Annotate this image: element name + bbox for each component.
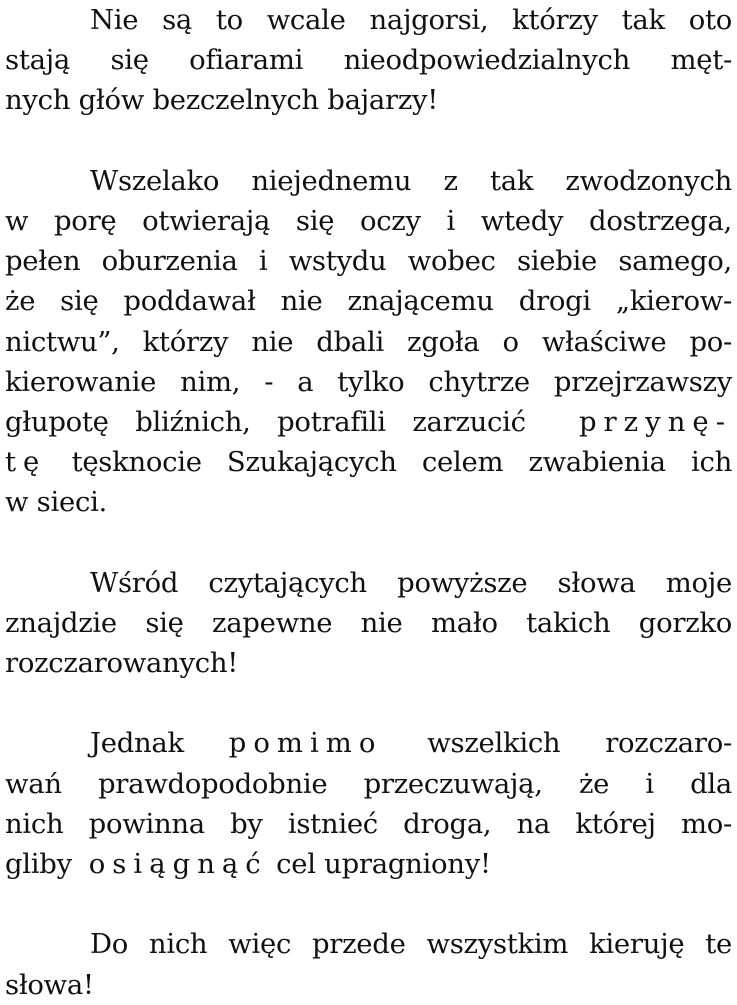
text-segment: cel upragniony! — [276, 847, 491, 880]
text-segment: tęsknocie Szukających celem zwabienia ich — [71, 446, 732, 479]
paragraph-3 — [5, 563, 732, 684]
text-line — [5, 844, 732, 884]
text-line — [5, 442, 732, 482]
paragraph-gap — [5, 522, 732, 562]
text-segment: gliby — [5, 847, 72, 880]
text-line: że się poddawał nie znającemu drogi „kierow- — [5, 285, 732, 318]
text-line: w sieci. — [5, 486, 108, 519]
text-line: nych głów bezczelnych bajarzy! — [5, 84, 439, 117]
text-line: kierowanie nim, - a tylko chytrze przejrzawszy — [5, 365, 732, 398]
text-line: Wśród czytających powyższe słowa moje — [90, 566, 732, 599]
spaced-word: tę — [5, 446, 47, 479]
text-line: nictwu”, którzy nie dbali zgoła o właściwe po- — [5, 325, 732, 358]
paragraph-gap — [5, 884, 732, 924]
text-line: pełen oburzenia i wstydu wobec siebie samego, — [5, 245, 732, 278]
text-line: słowa! — [5, 968, 94, 1001]
text-segment: wszelkich rozczaro- — [427, 727, 732, 760]
paragraph-1 — [5, 0, 732, 121]
spaced-word: osiągnąć — [88, 847, 268, 880]
text-segment: głupotę bliźnich, potrafili zarzucić — [5, 405, 526, 438]
paragraph-5 — [5, 924, 732, 1004]
text-line — [5, 723, 732, 763]
paragraph-gap — [5, 121, 732, 161]
text-line: Nie są to wcale najgorsi, którzy tak oto — [90, 4, 732, 36]
paragraph-gap — [5, 683, 732, 723]
text-line — [5, 402, 732, 442]
text-line: stają się ofiarami nieodpowiedzialnych męt- — [5, 44, 732, 77]
text-line: wań prawdopodobnie przeczuwają, że i dla — [5, 767, 732, 800]
paragraph-4 — [5, 723, 732, 884]
text-line: w porę otwierają się oczy i wtedy dostrzega, — [5, 204, 732, 237]
text-line: nich powinna by istnieć droga, na której mo- — [5, 807, 732, 840]
spaced-word: pomimo — [228, 727, 383, 760]
text-line: Wszelako niejednemu z tak zwodzonych — [90, 164, 732, 197]
text-line: znajdzie się zapewne nie mało takich gorzko — [5, 606, 732, 639]
text-line: rozczarowanych! — [5, 647, 239, 679]
spaced-word: przynę- — [578, 405, 732, 438]
document-page — [5, 0, 732, 1005]
text-segment: Jednak — [90, 727, 184, 760]
paragraph-2 — [5, 161, 732, 523]
text-line: Do nich więc przede wszystkim kieruję te — [90, 928, 732, 961]
